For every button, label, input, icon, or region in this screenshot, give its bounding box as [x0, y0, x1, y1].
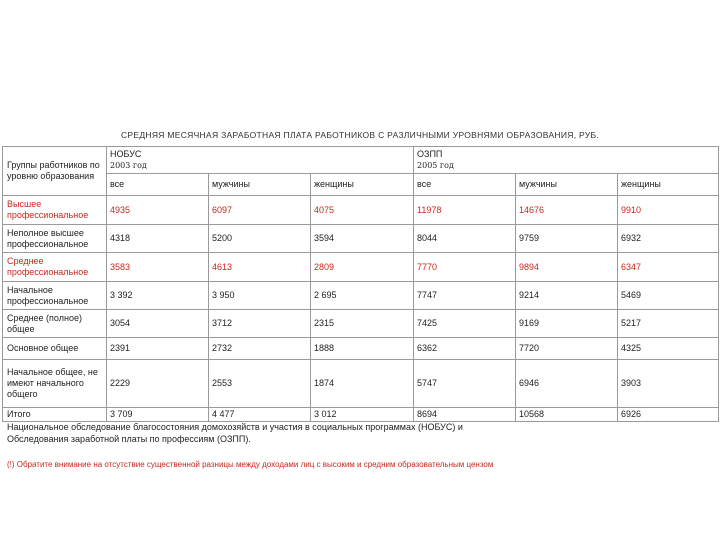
cell-value: 7747 — [414, 282, 516, 310]
page-title: СРЕДНЯЯ МЕСЯЧНАЯ ЗАРАБОТНАЯ ПЛАТА РАБОТНИКОВ С РАЗЛИЧНЫМИ УРОВНЯМИ ОБРАЗОВАНИЯ, РУБ. — [120, 130, 600, 140]
groups-header: Группы работников по уровню образования — [3, 147, 107, 196]
table-row — [3, 196, 719, 225]
table-row-total — [3, 408, 719, 422]
cell-value: 6926 — [618, 408, 719, 422]
col-men-nobus: мужчины — [209, 174, 311, 196]
cell-value: 6347 — [618, 253, 719, 282]
cell-value: 4325 — [618, 338, 719, 360]
cell-value: 6946 — [516, 360, 618, 408]
cell-value: 1888 — [311, 338, 414, 360]
table-row — [3, 225, 719, 253]
ozpp-year: 2005 год — [417, 161, 454, 170]
cell-value: 8694 — [414, 408, 516, 422]
col-all-nobus: все — [107, 174, 209, 196]
cell-value: 3594 — [311, 225, 414, 253]
cell-value: 7770 — [414, 253, 516, 282]
cell-value: 3903 — [618, 360, 719, 408]
row-label: Высшее профессиональное — [3, 196, 107, 225]
table-row — [3, 338, 719, 360]
cell-value: 1874 — [311, 360, 414, 408]
row-label: Среднее (полное) общее — [3, 310, 107, 338]
table-row — [3, 253, 719, 282]
cell-value: 3 709 — [107, 408, 209, 422]
row-label: Начальное профессиональное — [3, 282, 107, 310]
cell-value: 5200 — [209, 225, 311, 253]
table-row — [3, 282, 719, 310]
cell-value: 11978 — [414, 196, 516, 225]
salary-table — [2, 146, 719, 422]
cell-value: 2732 — [209, 338, 311, 360]
cell-value: 6097 — [209, 196, 311, 225]
table-row — [3, 310, 719, 338]
col-men-ozpp: мужчины — [516, 174, 618, 196]
cell-value: 9894 — [516, 253, 618, 282]
cell-value: 4613 — [209, 253, 311, 282]
cell-value: 3 392 — [107, 282, 209, 310]
cell-value: 9759 — [516, 225, 618, 253]
cell-value: 3054 — [107, 310, 209, 338]
cell-value: 8044 — [414, 225, 516, 253]
cell-value: 7425 — [414, 310, 516, 338]
row-label: Неполное высшее профессиональное — [3, 225, 107, 253]
cell-value: 5469 — [618, 282, 719, 310]
col-women-ozpp: женщины — [618, 174, 719, 196]
ozpp-label: ОЗПП — [417, 149, 443, 159]
row-label: Начальное общее, не имеют начального общего — [3, 360, 107, 408]
cell-value: 9169 — [516, 310, 618, 338]
cell-value: 9910 — [618, 196, 719, 225]
note-line: Обследования заработной платы по профессиям (ОЗПП). — [7, 434, 251, 444]
col-women-nobus: женщины — [311, 174, 414, 196]
warning-note: (!) Обратите внимание на отсутствие существенной разницы между доходами лиц с высоким и средним образовательным цензом — [7, 460, 494, 469]
cell-value: 5217 — [618, 310, 719, 338]
cell-value: 2315 — [311, 310, 414, 338]
cell-value: 2 695 — [311, 282, 414, 310]
ozpp-header — [414, 147, 719, 174]
cell-value: 3712 — [209, 310, 311, 338]
cell-value: 2553 — [209, 360, 311, 408]
table-row — [3, 360, 719, 408]
nobus-header — [107, 147, 414, 174]
row-label: Итого — [3, 408, 107, 422]
cell-value: 7720 — [516, 338, 618, 360]
col-all-ozpp: все — [414, 174, 516, 196]
cell-value: 10568 — [516, 408, 618, 422]
cell-value: 14676 — [516, 196, 618, 225]
cell-value: 3 950 — [209, 282, 311, 310]
cell-value: 4075 — [311, 196, 414, 225]
cell-value: 4935 — [107, 196, 209, 225]
note-line: Национальное обследование благосостояния домохозяйств и участия в социальных программах (НОБУС) и — [7, 422, 463, 432]
cell-value: 9214 — [516, 282, 618, 310]
cell-value: 3583 — [107, 253, 209, 282]
row-label: Основное общее — [3, 338, 107, 360]
cell-value: 4318 — [107, 225, 209, 253]
cell-value: 6362 — [414, 338, 516, 360]
row-label: Среднее профессиональное — [3, 253, 107, 282]
cell-value: 3 012 — [311, 408, 414, 422]
cell-value: 2391 — [107, 338, 209, 360]
cell-value: 2229 — [107, 360, 209, 408]
cell-value: 2809 — [311, 253, 414, 282]
source-notes — [7, 421, 463, 445]
cell-value: 5747 — [414, 360, 516, 408]
nobus-label: НОБУС — [110, 149, 142, 159]
cell-value: 4 477 — [209, 408, 311, 422]
nobus-year: 2003 год — [110, 161, 147, 170]
cell-value: 6932 — [618, 225, 719, 253]
